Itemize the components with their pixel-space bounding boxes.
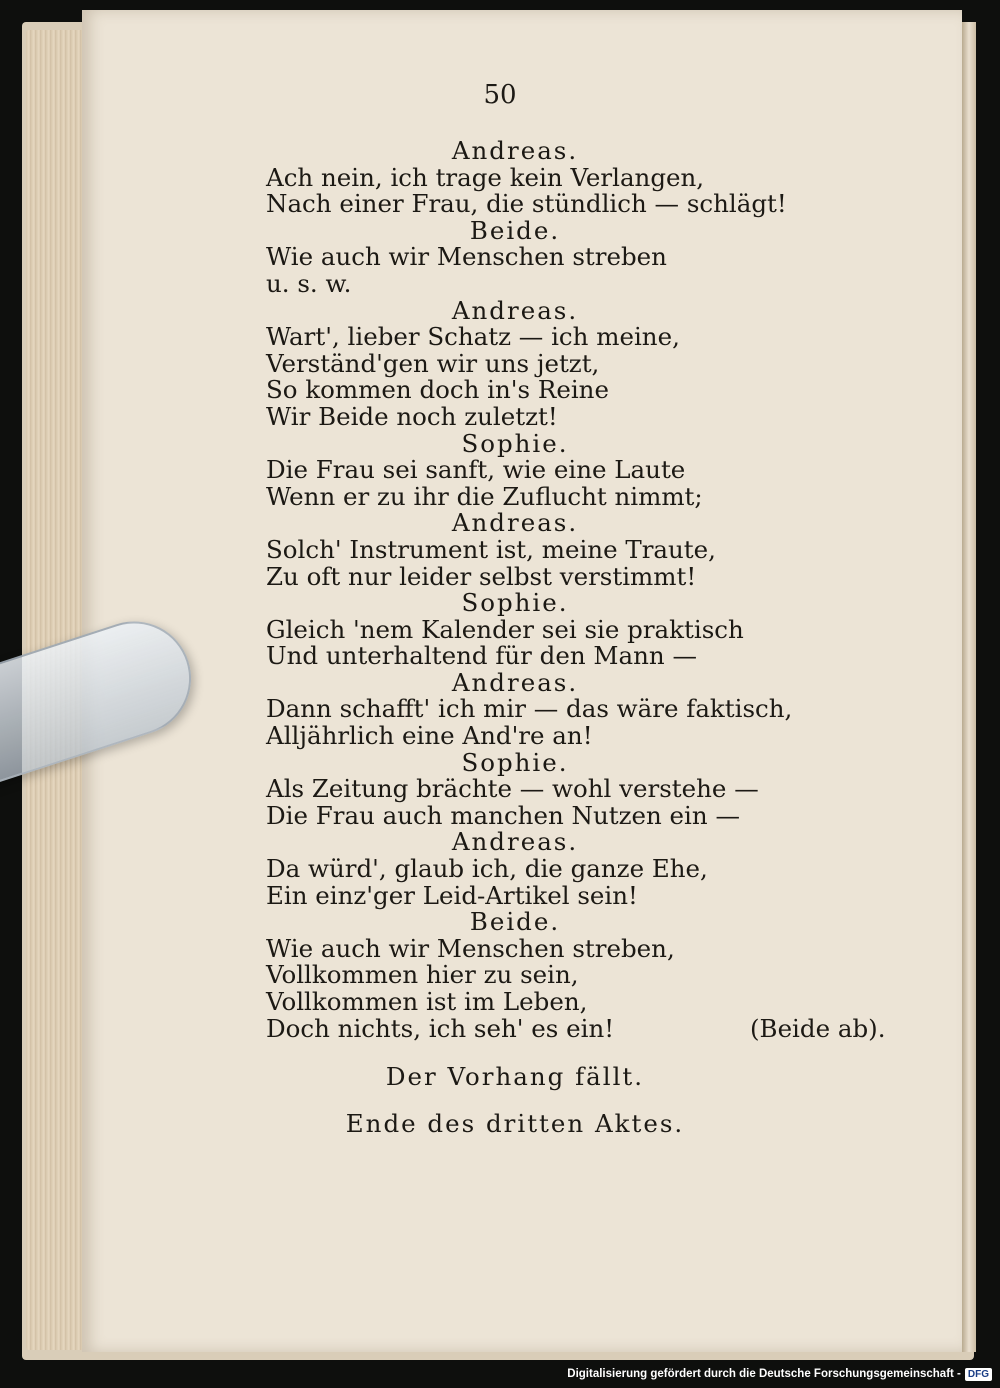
speaker-name: Beide. <box>469 907 561 937</box>
speaker-name: Andreas. <box>451 667 579 697</box>
verse-line: Nach einer Frau, die stündlich — schlägt! <box>266 189 787 219</box>
verse-line: Wart', lieber Schatz — ich meine, <box>266 322 680 352</box>
page-number: 50 <box>483 80 517 110</box>
verse-line: Da würd', glaub ich, die ganze Ehe, <box>266 854 708 884</box>
verse-line: So kommen doch in's Reine <box>266 375 609 405</box>
verse-line: Und unterhaltend für den Mann — <box>266 641 697 671</box>
verse-line: Als Zeitung brächte — wohl verstehe — <box>266 774 759 804</box>
verse-line: Gleich 'nem Kalender sei sie praktisch <box>266 614 744 644</box>
spacer <box>0 1091 1000 1111</box>
verse-line: Vollkommen ist im Leben, <box>266 987 588 1016</box>
verse-line: Wie auch wir Menschen streben <box>266 242 667 272</box>
verse-line: Die Frau auch manchen Nutzen ein — <box>266 800 740 830</box>
verse-line: Wenn er zu ihr die Zuflucht nimmt; <box>266 481 703 511</box>
verse-line: Ein einz'ger Leid-Artikel sein! <box>266 880 638 910</box>
verse-line: Zu oft nur leider selbst verstimmt! <box>266 561 697 591</box>
spacer <box>0 1042 1000 1064</box>
verse-line: u. s. w. <box>266 268 352 298</box>
verse-line: Wie auch wir Menschen streben, <box>266 933 675 963</box>
verse-line: Solch' Instrument ist, meine Traute, <box>266 534 716 564</box>
verse-line: Verständ'gen wir uns jetzt, <box>266 348 600 378</box>
stage-direction: (Beide ab). <box>750 1013 886 1043</box>
curtain-line: Der Vorhang fällt. <box>385 1062 645 1092</box>
speaker-name: Andreas. <box>451 136 579 165</box>
speaker-name: Andreas. <box>451 508 579 538</box>
footer-credit <box>567 1363 992 1385</box>
speaker-name: Andreas. <box>451 827 579 857</box>
speaker-name: Beide. <box>469 215 561 245</box>
verse-line: Dann schafft' ich mir — das wäre faktisch, <box>266 694 793 724</box>
credit-text: Digitalisierung gefördert durch die Deutsche Forschungsgemeinschaft - <box>567 1368 961 1380</box>
verse-line: Alljährlich eine And're an! <box>266 721 593 751</box>
verse-text: Doch nichts, ich seh' es ein! <box>266 1013 615 1043</box>
speaker-name: Sophie. <box>461 428 569 458</box>
verse-line: Wir Beide noch zuletzt! <box>266 401 558 431</box>
dfg-logo-icon: DFG <box>965 1368 992 1381</box>
verse-line: Ach nein, ich trage kein Verlangen, <box>266 162 705 192</box>
verse-line-with-direction <box>0 1013 1000 1043</box>
verse-line: Die Frau sei sanft, wie eine Laute <box>266 455 686 485</box>
speaker-name: Sophie. <box>461 588 569 618</box>
speaker-name: Sophie. <box>461 747 569 777</box>
act-end-line: Ende des dritten Aktes. <box>345 1108 685 1138</box>
speaker-name: Andreas. <box>451 295 579 325</box>
verse-line: Vollkommen hier zu sein, <box>266 960 579 990</box>
